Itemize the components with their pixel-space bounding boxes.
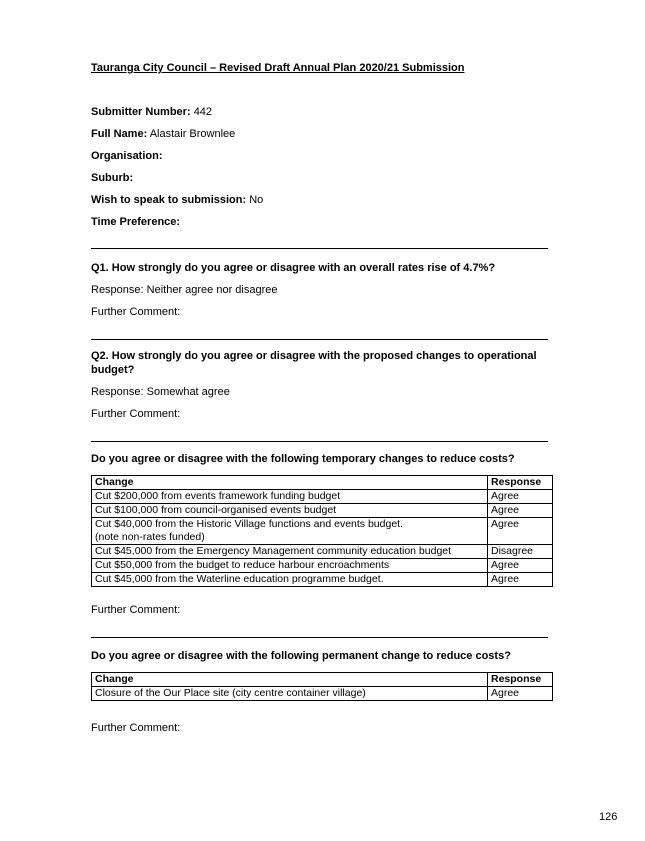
permanent-further-comment: Further Comment: xyxy=(91,722,181,734)
document-title: Tauranga City Council – Revised Draft Annual Plan 2020/21 Submission xyxy=(91,62,465,74)
field-label: Time Preference: xyxy=(91,216,181,228)
table-row xyxy=(92,490,553,504)
page-number: 126 xyxy=(599,811,618,823)
divider xyxy=(91,637,548,638)
divider xyxy=(91,339,548,340)
table-row xyxy=(92,573,553,587)
table-row xyxy=(92,518,553,545)
temporary-further-comment: Further Comment: xyxy=(91,604,181,616)
cell-response: Agree xyxy=(488,504,553,518)
field-wish-to-speak xyxy=(91,194,263,206)
field-time-preference xyxy=(91,216,180,228)
field-label: Submitter Number: xyxy=(91,106,191,118)
cell-response: Agree xyxy=(488,490,553,504)
table-row xyxy=(92,559,553,573)
header-response: Response xyxy=(488,476,553,490)
table-header-row xyxy=(92,476,553,490)
q2-response: Response: Somewhat agree xyxy=(91,386,230,398)
cell-change xyxy=(92,518,488,545)
cell-response: Disagree xyxy=(488,545,553,559)
table-header-row xyxy=(92,673,553,687)
cell-change: Cut $45,000 from the Waterline education programme budget. xyxy=(92,573,488,587)
divider xyxy=(91,441,548,442)
divider xyxy=(91,248,548,249)
q2-further-comment: Further Comment: xyxy=(91,408,181,420)
temporary-changes-table xyxy=(91,475,553,587)
header-response: Response xyxy=(488,673,553,687)
cell-change: Cut $50,000 from the budget to reduce harbour encroachments xyxy=(92,559,488,573)
cell-response: Agree xyxy=(488,518,553,545)
cell-change: Cut $200,000 from events framework funding budget xyxy=(92,490,488,504)
field-value: Alastair Brownlee xyxy=(149,128,236,140)
cell-change: Cut $100,000 from council-organised events budget xyxy=(92,504,488,518)
cell-change: Closure of the Our Place site (city centre container village) xyxy=(92,687,488,701)
table-row xyxy=(92,504,553,518)
field-label: Organisation: xyxy=(91,150,163,162)
field-label: Wish to speak to submission: xyxy=(91,194,247,206)
field-value: 442 xyxy=(193,106,213,118)
q1-question: Q1. How strongly do you agree or disagree with an overall rates rise of 4.7%? xyxy=(91,262,496,274)
field-label: Full Name: xyxy=(91,128,148,140)
cell-response: Agree xyxy=(488,687,553,701)
field-suburb xyxy=(91,172,133,184)
field-label: Suburb: xyxy=(91,172,134,184)
field-value: No xyxy=(249,194,264,206)
q2-question-line1: Q2. How strongly do you agree or disagree with the proposed changes to operational xyxy=(91,350,537,362)
header-change: Change xyxy=(92,673,488,687)
field-submitter-number xyxy=(91,106,212,118)
cell-change: Cut $45,000 from the Emergency Management community education budget xyxy=(92,545,488,559)
q1-further-comment: Further Comment: xyxy=(91,306,181,318)
field-organisation xyxy=(91,150,163,162)
temporary-question: Do you agree or disagree with the following temporary changes to reduce costs? xyxy=(91,453,515,465)
permanent-change-table xyxy=(91,672,553,701)
cell-change-line1: Cut $40,000 from the Historic Village functions and events budget. xyxy=(95,518,403,530)
q1-response: Response: Neither agree nor disagree xyxy=(91,284,278,296)
header-change: Change xyxy=(92,476,488,490)
cell-change-line2: (note non-rates funded) xyxy=(95,531,205,543)
permanent-question: Do you agree or disagree with the following permanent change to reduce costs? xyxy=(91,650,511,662)
table-row xyxy=(92,545,553,559)
cell-response: Agree xyxy=(488,573,553,587)
cell-response: Agree xyxy=(488,559,553,573)
table-row xyxy=(92,687,553,701)
field-full-name xyxy=(91,128,235,140)
q2-question-line2: budget? xyxy=(91,364,135,376)
